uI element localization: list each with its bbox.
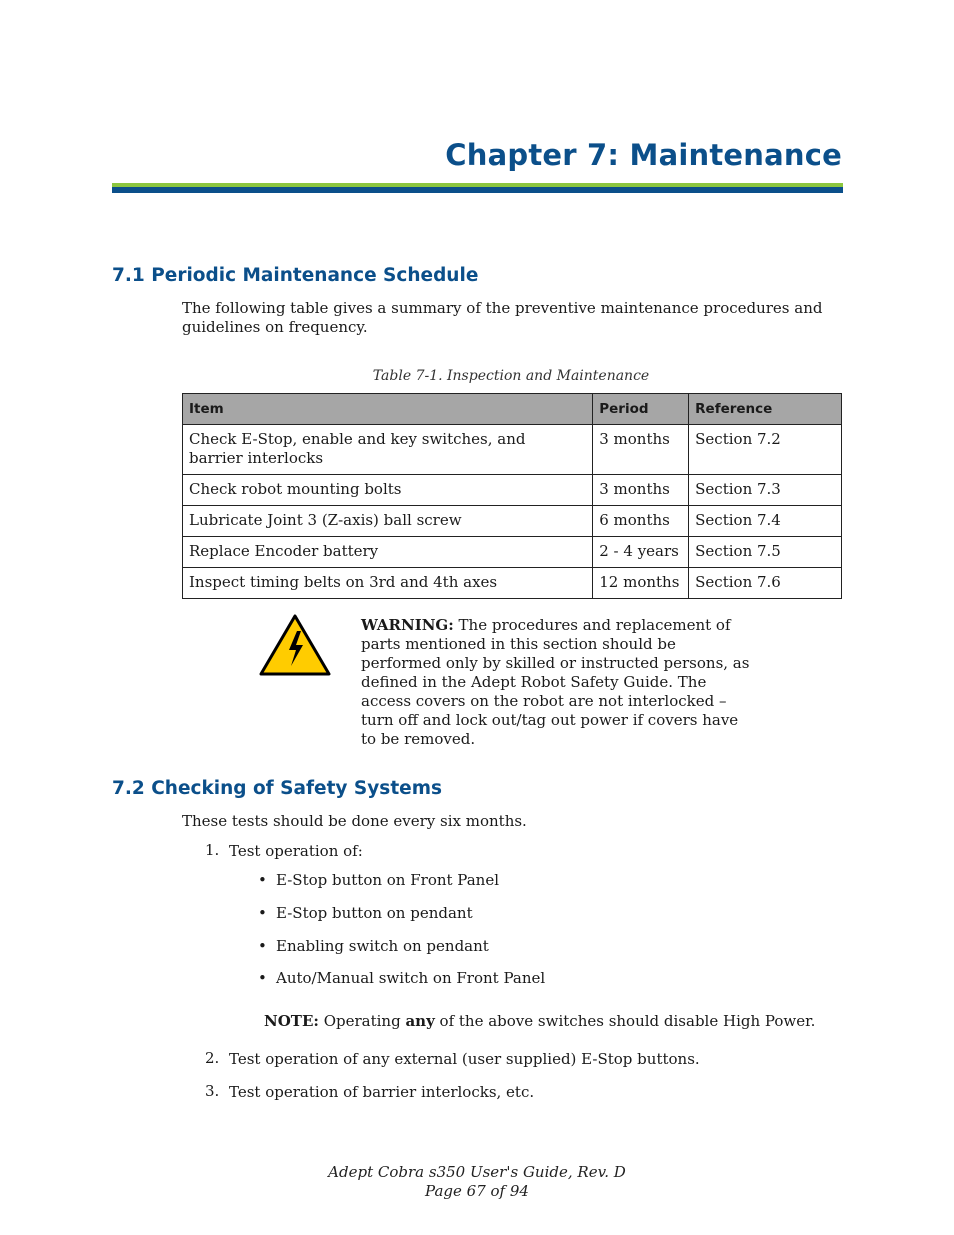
step-text: Test operation of:: [229, 842, 363, 860]
table-cell-period: 3 months: [593, 425, 689, 475]
table-cell-item: Check E-Stop, enable and key switches, and barrier interlocks: [183, 425, 593, 475]
table-cell-reference: Section 7.3: [689, 475, 842, 506]
bullet-text: E-Stop button on pendant: [276, 904, 473, 922]
table-row: [183, 506, 842, 537]
step-number: 1.: [205, 841, 220, 859]
table-cell-item: Inspect timing belts on 3rd and 4th axes: [183, 568, 593, 599]
table-row: [183, 425, 842, 475]
bullet-icon: •: [258, 904, 267, 922]
note-label: NOTE:: [264, 1012, 319, 1030]
note-pre: Operating: [318, 1012, 406, 1030]
section-heading-7-1: 7.1 Periodic Maintenance Schedule: [112, 265, 479, 286]
bullet-icon: •: [258, 969, 267, 987]
step-text: Test operation of barrier interlocks, etc.: [229, 1083, 535, 1101]
table-cell-reference: Section 7.4: [689, 506, 842, 537]
table-caption: Table 7-1. Inspection and Maintenance: [372, 368, 650, 384]
column-header-period: Period: [593, 394, 689, 425]
warning-text: [361, 616, 753, 749]
warning-label: WARNING:: [361, 616, 454, 634]
chapter-title: Chapter 7: Maintenance: [445, 138, 842, 172]
section-2-intro: These tests should be done every six months.: [182, 812, 527, 830]
table-cell-period: 6 months: [593, 506, 689, 537]
table-cell-reference: Section 7.6: [689, 568, 842, 599]
table-header-row: [183, 394, 842, 425]
column-header-reference: Reference: [689, 394, 842, 425]
step-number: 2.: [205, 1049, 220, 1067]
table-cell-item: Check robot mounting bolts: [183, 475, 593, 506]
step-number: 3.: [205, 1082, 220, 1100]
table-cell-item: Lubricate Joint 3 (Z-axis) ball screw: [183, 506, 593, 537]
table-row: [183, 537, 842, 568]
table-cell-period: 3 months: [593, 475, 689, 506]
table-cell-item: Replace Encoder battery: [183, 537, 593, 568]
section-heading-7-2: 7.2 Checking of Safety Systems: [112, 778, 442, 799]
bullet-icon: •: [258, 937, 267, 955]
electrical-hazard-icon: [259, 614, 331, 676]
step-text: Test operation of any external (user supplied) E-Stop buttons.: [229, 1050, 700, 1068]
note-text: [264, 1012, 815, 1031]
warning-body: The procedures and replacement of parts mentioned in this section should be performed only by skilled or instructed persons, as defined in the Adept Robot Safety Guide. The access covers on the robot are not interlocked – turn off and lock out/tag out power if covers have to be removed.: [361, 616, 750, 748]
bullet-list-item: [258, 969, 267, 987]
footer-page-number: Page 67 of 94: [425, 1182, 529, 1200]
bullet-list-item: [258, 904, 267, 922]
maintenance-table: [182, 393, 842, 599]
bullet-icon: •: [258, 871, 267, 889]
table-cell-period: 12 months: [593, 568, 689, 599]
table-cell-period: 2 - 4 years: [593, 537, 689, 568]
chapter-rule-blue: [112, 187, 843, 193]
table-row: [183, 475, 842, 506]
bullet-list-item: [258, 937, 267, 955]
column-header-item: Item: [183, 394, 593, 425]
section-1-intro-line-2: guidelines on frequency.: [182, 318, 368, 336]
note-post: of the above switches should disable High Power.: [434, 1012, 816, 1030]
bullet-text: E-Stop button on Front Panel: [276, 871, 500, 889]
section-1-intro-line-1: The following table gives a summary of the preventive maintenance procedures and: [182, 299, 823, 317]
table-cell-reference: Section 7.5: [689, 537, 842, 568]
bullet-text: Enabling switch on pendant: [276, 937, 489, 955]
table-row: [183, 568, 842, 599]
bullet-list-item: [258, 871, 267, 889]
footer-guide-title: Adept Cobra s350 User's Guide, Rev. D: [328, 1163, 626, 1181]
table-cell-reference: Section 7.2: [689, 425, 842, 475]
bullet-text: Auto/Manual switch on Front Panel: [276, 969, 546, 987]
note-emphasis: any: [405, 1012, 435, 1030]
